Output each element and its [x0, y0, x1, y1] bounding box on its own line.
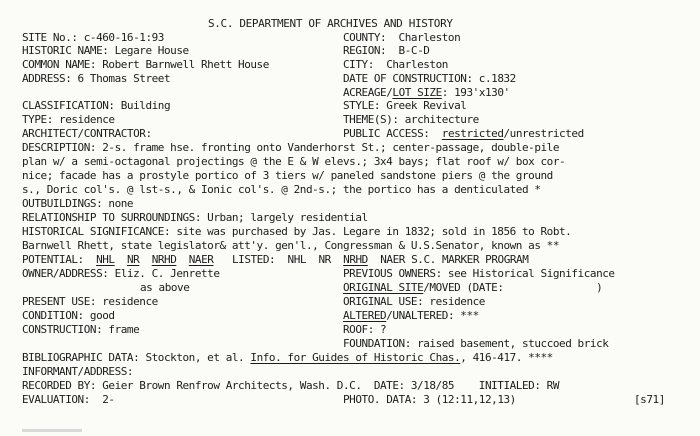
form-code: [s71] — [634, 393, 665, 406]
bibliographic-title: Info. for Guides of Historic Chas. — [250, 351, 461, 364]
potential-label: POTENTIAL: — [22, 253, 97, 266]
listed-option-nhl: NHL — [287, 253, 307, 266]
construction: CONSTRUCTION: frame — [22, 323, 140, 336]
county: COUNTY: Charleston — [343, 31, 461, 44]
owner-address: OWNER/ADDRESS: Eliz. C. Jenrette — [22, 267, 220, 280]
description-line-3: nice; facade has a prostyle portico of 3 tiers w/ paneled sandstone piers @ the ground — [22, 169, 553, 182]
significance-line-2: Barnwell Rhett, state legislator& att'y. gen'l., Congressman & U.S.Senator, known as ** — [22, 239, 560, 252]
evaluation: EVALUATION: 2- — [22, 393, 115, 406]
classification: CLASSIFICATION: Building — [22, 99, 171, 112]
acreage-label: ACREAGE/ — [343, 86, 393, 99]
previous-owners: PREVIOUS OWNERS: see Historical Significance — [343, 267, 615, 280]
marker-program: S.C. MARKER PROGRAM — [411, 253, 529, 266]
historic-name: HISTORIC NAME: Legare House — [22, 44, 189, 57]
condition: CONDITION: good — [22, 309, 115, 322]
present-use: PRESENT USE: residence — [22, 295, 158, 308]
site-number: SITE No.: c-460-16-1:93 — [22, 31, 164, 44]
date-of-construction: DATE OF CONSTRUCTION: c.1832 — [343, 72, 516, 85]
scan-artifact — [22, 429, 82, 432]
architect-contractor: ARCHITECT/CONTRACTOR: — [22, 127, 152, 140]
owner-address-continued: as above — [140, 281, 190, 294]
original-site-moved — [343, 281, 602, 294]
lot-size-value: : 193'x130' — [441, 86, 510, 99]
acreage-lot-size — [343, 86, 510, 99]
foundation: FOUNDATION: raised basement, stuccoed brick — [343, 337, 609, 350]
address: ADDRESS: 6 Thomas Street — [22, 72, 171, 85]
description-line-4: s., Doric col's. @ lst-s., & Ionic col's. @ 2nd-s.; the portico has a denticulated * — [22, 183, 541, 196]
public-access-label: PUBLIC ACCESS: — [343, 127, 442, 140]
themes: THEME(S): architecture — [343, 113, 479, 126]
region: REGION: B-C-D — [343, 44, 430, 57]
informant-address: INFORMANT/ADDRESS: — [22, 365, 134, 378]
public-access — [343, 127, 584, 140]
potential-option-nhl: NHL — [96, 253, 115, 266]
listed-option-nrhd: NRHD — [343, 253, 368, 266]
potential-listed-row — [22, 253, 528, 266]
style: STYLE: Greek Revival — [343, 99, 467, 112]
bibliographic-data — [22, 351, 553, 364]
roof: ROOF: ? — [343, 323, 387, 336]
bibliographic-pages: , 416-417. **** — [460, 351, 553, 364]
significance-line-1: HISTORICAL SIGNIFICANCE: site was purchased by Jas. Legare in 1832; sold in 1856 to Robt. — [22, 225, 572, 238]
type: TYPE: residence — [22, 113, 115, 126]
public-access-selected: restricted — [441, 127, 504, 140]
outbuildings: OUTBUILDINGS: none — [22, 197, 134, 210]
potential-option-naer: NAER — [188, 253, 214, 266]
listed-option-nr: NR — [318, 253, 331, 266]
potential-option-nrhd: NRHD — [151, 253, 177, 266]
recorded-by: RECORDED BY: Geier Brown Renfrow Architects, Wash. D.C. DATE: 3/18/85 INITIALED: RW — [22, 379, 560, 392]
listed-label: LISTED: — [231, 253, 288, 266]
relationship-to-surroundings: RELATIONSHIP TO SURROUNDINGS: Urban; largely residential — [22, 211, 368, 224]
photo-data: PHOTO. DATA: 3 (12:11,12,13) — [343, 393, 516, 406]
card-header: S.C. DEPARTMENT OF ARCHIVES AND HISTORY — [208, 17, 453, 30]
description-line-1: DESCRIPTION: 2-s. frame hse. fronting onto Vanderhorst St.; center-passage, double-pile — [22, 141, 560, 154]
bibliographic-label: BIBLIOGRAPHIC DATA: Stockton, et al. — [22, 351, 251, 364]
description-line-2: plan w/ a semi-octagonal projectings @ the E & W elevs.; 3x4 bays; flat roof w/ box cor- — [22, 155, 566, 168]
potential-option-nr: NR — [126, 253, 140, 266]
lot-size-label: LOT SIZE — [392, 86, 442, 99]
original-site-selected: ORIGINAL SITE — [343, 281, 424, 294]
city: CITY: Charleston — [343, 58, 448, 71]
altered-selected: ALTERED — [343, 309, 387, 322]
public-access-rest: /unrestricted — [503, 127, 584, 140]
altered-unaltered — [343, 309, 479, 322]
moved-date: /MOVED (DATE: ) — [423, 281, 603, 294]
listed-option-naer: NAER — [380, 253, 405, 266]
unaltered-label: /UNALTERED: *** — [386, 309, 479, 322]
common-name: COMMON NAME: Robert Barnwell Rhett House — [22, 58, 269, 71]
original-use: ORIGINAL USE: residence — [343, 295, 485, 308]
